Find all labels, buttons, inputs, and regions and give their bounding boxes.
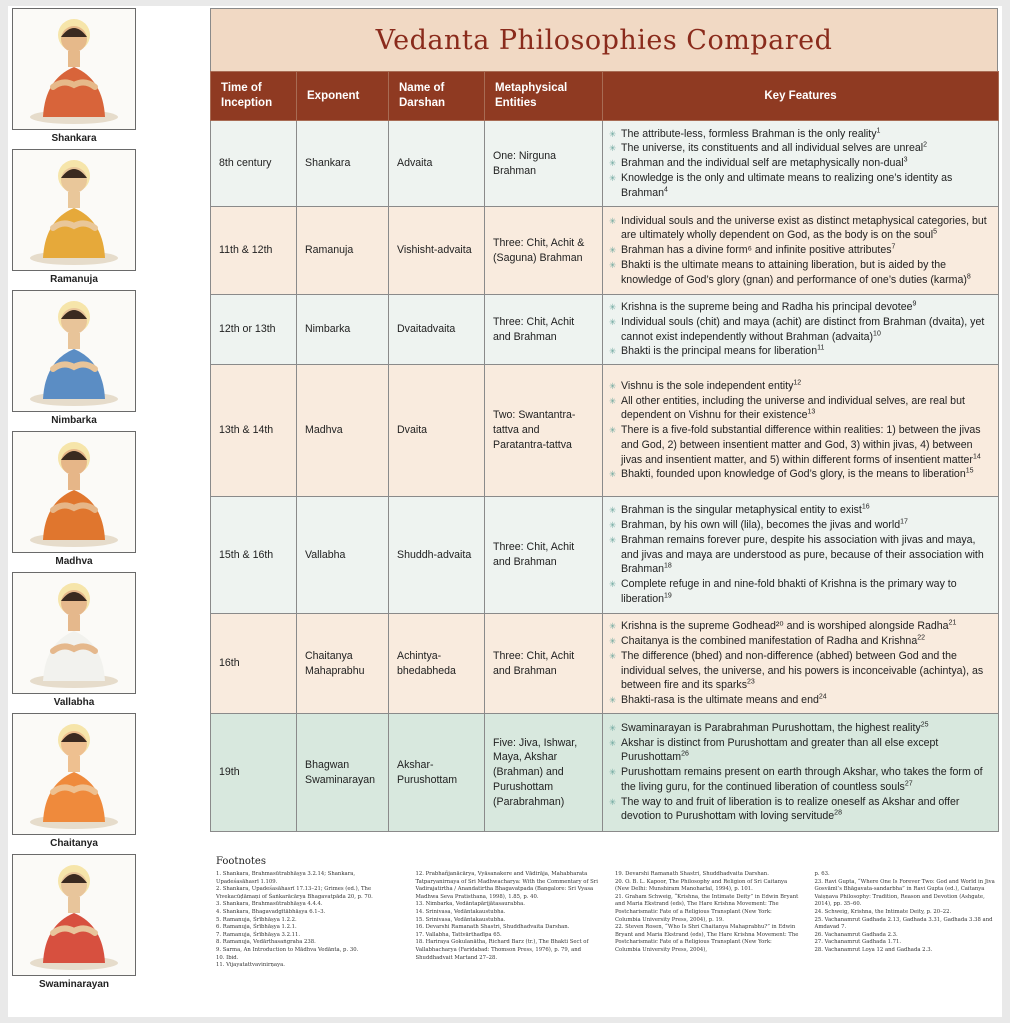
footnote-entry: 3. Shankara, Brahmasūtrabhāṣya 4.4.4. <box>216 901 323 908</box>
cell-exponent: Chaitanya Mahaprabhu <box>297 614 389 714</box>
footnote-ref[interactable]: 14 <box>972 453 981 461</box>
footnotes <box>216 856 998 970</box>
saint-figure-icon <box>13 573 135 693</box>
feature-item: ✳ Brahman and the individual self are metaphysically non-dual$^3$ <box>609 156 992 171</box>
cell-time: 11th & 12th <box>211 207 297 295</box>
feature-item: ✳ All other entities, including the universe and individual selves, are real but dependent on Vishnu for their existence$^{13}$ <box>609 394 992 424</box>
portrait-shankara <box>8 8 140 144</box>
saint-figure-icon <box>13 9 135 129</box>
cell-key-features <box>603 365 999 497</box>
feature-item: ✳ Krishna is the supreme Godhead²⁰ and is worshiped alongside Radha$^{21}$ <box>609 619 992 634</box>
footnote-ref[interactable]: 12 <box>793 379 802 387</box>
feature-item: ✳ Krishna is the supreme being and Radha his principal devotee$^9$ <box>609 300 992 315</box>
footnote-ref[interactable]: 13 <box>807 408 816 416</box>
footnote-entry: 6. Ramanuja, Śrībhāṣya 1.2.1. <box>216 924 297 931</box>
portrait-frame <box>12 149 136 271</box>
feature-item: ✳ There is a five-fold substantial difference within realities: 1) between the jivas and God, 2) between insentient matter and God, 3) within jivas, 4) between jivas and insentient matter, and 5) within different forms of insentient matter$^{14}$ <box>609 423 992 467</box>
footnote-entry: 5. Ramanuja, Śrībhāṣya 1.2.2. <box>216 916 297 923</box>
feature-item: ✳ Brahman, by his own will (lila), becomes the jivas and world$^{17}$ <box>609 518 992 533</box>
footnote-entry: 11. Vijayatattvavinirṇaya. <box>216 962 285 969</box>
feature-item: ✳ Swaminarayan is Parabrahman Purushottam, the highest reality$^{25}$ <box>609 721 992 736</box>
cell-darshan: Dvaita <box>389 365 485 497</box>
footnote-ref[interactable]: 15 <box>965 467 974 475</box>
footnote-ref[interactable]: 7 <box>891 243 896 251</box>
feature-item: ✳ Brahman has a divine form⁶ and infinite positive attributes$^7$ <box>609 243 992 258</box>
footnote-ref[interactable]: 28 <box>834 809 842 817</box>
cell-key-features <box>603 295 999 365</box>
portrait-name: Swaminarayan <box>38 979 110 990</box>
portrait-chaitanya <box>8 713 140 849</box>
footnote-ref[interactable]: 3 <box>903 156 908 164</box>
cell-time: 13th & 14th <box>211 365 297 497</box>
footnote-entry: 2. Shankara, Upadeśasāhasrī 17.13–21; Grimes (ed.), The Vivekacūḍāmaṇi of Śaṅkarācārya Bhagavatpāda 20, p. 70. <box>216 886 373 900</box>
feature-item: ✳ The difference (bhed) and non-difference (abhed) between God and the individual selves, the universe, and his powers is inconceivable (achintya), as between fire and its sparks$^{23}$ <box>609 649 992 693</box>
feature-item: ✳ Purushottam remains present on earth through Akshar, who takes the form of the living guru, for the continued liberation of countless souls$^{27}$ <box>609 765 992 795</box>
footnote-entry: 26. Vachanamrut Gadhada 2.3. <box>814 931 898 938</box>
footnote-entry: 10. Ibid. <box>216 954 239 961</box>
saint-figure-icon <box>13 432 135 552</box>
table-header-row <box>211 72 999 121</box>
cell-time: 12th or 13th <box>211 295 297 365</box>
table-row <box>211 207 999 295</box>
footnote-entry: 25. Vachanamrut Gadhada 2.13, Gadhada 3.31, Gadhada 3.38 and Amdavad 7. <box>814 916 993 931</box>
footnotes-title: Footnotes <box>216 856 266 867</box>
cell-time: 8th century <box>211 121 297 207</box>
feature-item: ✳ The universe, its constituents and all individual selves are unreal$^2$ <box>609 141 992 156</box>
footnote-entry: 19. Devarshi Ramanath Shastri, Shuddhadvaita Darshan. <box>615 871 769 877</box>
portrait-ramanuja <box>8 149 140 285</box>
feature-item: ✳ Bhakti is the principal means for liberation$^{11}$ <box>609 344 992 359</box>
portrait-swaminarayan <box>8 854 140 990</box>
footnote-ref[interactable]: 25 <box>920 721 929 729</box>
feature-item: ✳ Bhakti is the ultimate means to attaining liberation, but is aided by the knowledge of God’s glory (gnan) and performance of one’s duties (karma)$^8$ <box>609 258 992 288</box>
feature-item: ✳ Knowledge is the only and ultimate means to realizing one’s identity as Brahman$^4$ <box>609 171 992 201</box>
feature-item: ✳ Complete refuge in and nine-fold bhakti of Krishna is the primary way to liberation$^{19}$ <box>609 577 992 607</box>
cell-darshan: Advaita <box>389 121 485 207</box>
cell-time: 16th <box>211 614 297 714</box>
feature-item: ✳ Individual souls (chit) and maya (achit) are distinct from Brahman (dvaita), yet cannot exist independently without Brahman (advaita)$^{10}$ <box>609 315 992 345</box>
footnote-entry: 27. Vachanamrut Gadhada 1.71. <box>814 939 902 946</box>
table-row <box>211 497 999 614</box>
footnote-ref[interactable]: 10 <box>873 329 881 337</box>
footnote-column <box>216 871 400 970</box>
cell-entities: Three: Chit, Achit and Brahman <box>485 497 603 614</box>
cell-darshan: Dvaitadvaita <box>389 295 485 365</box>
page-title: Vedanta Philosophies Compared <box>375 25 833 56</box>
title-bar <box>210 8 998 71</box>
header-key-features: Key Features <box>603 72 999 121</box>
footnote-entry: 21. Graham Schweig, “Krishna, the Intimate Deity” in Edwin Bryant and Maria Ekstrand (eds), The Hare Krishna Movement: The Postcharismatic Fate of a Religious Transplant (New York: Columbia University Press, 2004), p. 19. <box>615 893 799 923</box>
footnote-column <box>615 871 799 970</box>
cell-entities: Three: Chit, Achit and Brahman <box>485 295 603 365</box>
footnote-ref[interactable]: 8 <box>966 273 971 281</box>
cell-exponent: Shankara <box>297 121 389 207</box>
cell-entities: Three: Chit, Achit and Brahman <box>485 614 603 714</box>
footnote-entry: 17. Vallabha, Tattvārthadīpa 65. <box>415 931 502 938</box>
footnote-ref[interactable]: 2 <box>923 141 927 149</box>
footnote-ref[interactable]: 1 <box>876 126 881 134</box>
saint-figure-icon <box>13 714 135 834</box>
portrait-frame <box>12 8 136 130</box>
portrait-frame <box>12 713 136 835</box>
portrait-name: Nimbarka <box>51 415 97 426</box>
portrait-name: Ramanuja <box>50 274 98 285</box>
footnote-ref[interactable]: 11 <box>817 344 825 352</box>
cell-key-features <box>603 121 999 207</box>
comparison-table-panel <box>210 8 998 832</box>
cell-entities: Three: Chit, Achit & (Saguna) Brahman <box>485 207 603 295</box>
cell-time: 15th & 16th <box>211 497 297 614</box>
header-darshan: Name of Darshan <box>389 72 485 121</box>
cell-exponent: Madhva <box>297 365 389 497</box>
footnote-entry: 23. Ravi Gupta, “Where One Is Forever Two: God and World in Jiva Gosvāmī’s Bhāgavata-sandarbha” in Ravi Gupta (ed.), Caitanya Vaiṣṇava Philosophy: Tradition, Reason and Devotion (Ashgate, 2014), pp. 35–60. <box>814 878 995 908</box>
footnote-ref[interactable]: 5 <box>933 228 938 236</box>
footnote-column <box>416 871 600 970</box>
footnote-entry: 9. Sarma, An Introduction to Mādhva Vedānta, p. 30. <box>216 946 359 953</box>
feature-item: ✳ The way to and fruit of liberation is to realize oneself as Akshar and offer devotion to Purushottam with loving servitude$^{28}$ <box>609 795 992 825</box>
footnote-ref[interactable]: 4 <box>664 186 668 194</box>
comparison-table <box>210 71 999 832</box>
feature-item: ✳ Brahman is the singular metaphysical entity to exist$^{16}$ <box>609 503 992 518</box>
feature-item: ✳ Bhakti-rasa is the ultimate means and end$^{24}$ <box>609 693 992 708</box>
footnote-entry: p. 63. <box>814 871 830 877</box>
footnote-ref[interactable]: 26 <box>681 750 689 758</box>
header-exponent: Exponent <box>297 72 389 121</box>
cell-time: 19th <box>211 714 297 832</box>
footnote-ref[interactable]: 9 <box>912 300 917 308</box>
portrait-name: Shankara <box>51 133 97 144</box>
header-entities: Metaphysical Entities <box>485 72 603 121</box>
saint-figure-icon <box>13 855 135 975</box>
cell-darshan: Akshar-Purushottam <box>389 714 485 832</box>
cell-exponent: Ramanuja <box>297 207 389 295</box>
footnote-entry: 12. Prabhañjanācārya, Vyāsanakere and Vādirāja, Mahabharata Tatparyanirnaya of Sri Madhwacharya: With the Commentary of Sri Vadirajatirtha / Anandatirtha Bhagavatpada (Bangalore: Sri Vyasa Madhwa Seva Pratisthana, 1998), 1.85, p. 40. <box>415 871 598 900</box>
footnote-entry: 18. Hariraya Gokulanātha, Richard Barz (tr.), The Bhakti Sect of Vallabhacharya (Faridabad: Thomson Press, 1976), p. 79, and Shuddhadvait Martand 27–28. <box>415 939 589 961</box>
cell-darshan: Achintya-bhedabheda <box>389 614 485 714</box>
portrait-frame <box>12 290 136 412</box>
table-row <box>211 365 999 497</box>
portrait-vallabha <box>8 572 140 708</box>
cell-key-features <box>603 614 999 714</box>
footnote-entry: 13. Nimbarka, Vedāntapārijātasaurabha. <box>415 901 525 908</box>
footnote-entry: 4. Shankara, Bhagavadgītābhāṣya 6.1–3. <box>216 908 326 915</box>
portrait-frame <box>12 572 136 694</box>
footnote-ref[interactable]: 24 <box>818 693 827 701</box>
footnote-column <box>815 871 999 970</box>
portrait-frame <box>12 431 136 553</box>
footnote-ref[interactable]: 19 <box>664 592 672 600</box>
cell-entities: One: Nirguna Brahman <box>485 121 603 207</box>
portrait-frame <box>12 854 136 976</box>
footnote-ref[interactable]: 27 <box>904 780 913 788</box>
footnote-ref[interactable]: 17 <box>900 518 908 526</box>
header-time: Time of Inception <box>211 72 297 121</box>
footnote-entry: 7. Ramanuja, Śrībhāṣya 3.2.11. <box>216 931 301 938</box>
footnote-ref[interactable]: 16 <box>861 503 870 511</box>
footnote-entry: 22. Steven Rosen, “Who Is Shri Chaitanya Mahaprabhu?” in Edwin Bryant and Maria Ekstrand (eds), The Hare Krishna Movement: The Postcharismatic Fate of a Religious Transplant (New York: Columbia University Press, 2004), <box>615 924 799 953</box>
feature-item: ✳ The attribute-less, formless Brahman is the only reality$^1$ <box>609 127 992 142</box>
saint-figure-icon <box>13 150 135 270</box>
saint-figure-icon <box>13 291 135 411</box>
cell-darshan: Shuddh-advaita <box>389 497 485 614</box>
footnote-ref[interactable]: 18 <box>664 562 672 570</box>
footnotes-columns <box>216 871 998 970</box>
footnote-entry: 20. O. B. L. Kapoor, The Philosophy and Religion of Sri Caitanya (New Delhi: Munshiram Manoharlal, 1994), p. 101. <box>615 878 788 893</box>
portrait-name: Vallabha <box>53 697 95 708</box>
footnote-entry: 14. Srinivasa, Vedāntakaustubha. <box>415 908 506 915</box>
cell-key-features <box>603 497 999 614</box>
footnote-ref[interactable]: 21 <box>948 619 957 627</box>
table-row <box>211 295 999 365</box>
cell-exponent: Bhagwan Swaminarayan <box>297 714 389 832</box>
table-row <box>211 121 999 207</box>
portrait-name: Madhva <box>55 556 93 567</box>
feature-item: ✳ Chaitanya is the combined manifestation of Radha and Krishna$^{22}$ <box>609 634 992 649</box>
footnote-ref[interactable]: 22 <box>917 634 926 642</box>
footnote-entry: 8. Ramanuja, Vedārthasaṅgraha 238. <box>216 939 316 946</box>
footnote-entry: 28. Vachanamrut Loya 12 and Gadhada 2.3. <box>814 946 933 953</box>
table-row <box>211 614 999 714</box>
feature-item: ✳ Vishnu is the sole independent entity$^{12}$ <box>609 379 992 394</box>
footnote-ref[interactable]: 23 <box>747 678 755 686</box>
cell-entities: Two: Swantantra-tattva and Paratantra-tattva <box>485 365 603 497</box>
cell-entities: Five: Jiva, Ishwar, Maya, Akshar (Brahman) and Purushottam (Parabrahman) <box>485 714 603 832</box>
footnote-entry: 24. Schweig, Krishna, the Intimate Deity, p. 20–22. <box>814 908 952 915</box>
cell-darshan: Vishisht-advaita <box>389 207 485 295</box>
feature-item: ✳ Akshar is distinct from Purushottam and greater than all else except Purushottam$^{26}$ <box>609 736 992 766</box>
feature-item: ✳ Brahman remains forever pure, despite his association with jivas and maya, and jivas and maya are understood as pure, because of their association with Brahman$^{18}$ <box>609 533 992 577</box>
footnote-entry: 16. Devarshi Ramanath Shastri, Shuddhadvaita Darshan. <box>415 924 570 931</box>
portrait-madhva <box>8 431 140 567</box>
cell-key-features <box>603 714 999 832</box>
portrait-nimbarka <box>8 290 140 426</box>
footnote-entry: 1. Shankara, Brahmasūtrabhāṣya 3.2.14; Shankara, Upadeśasāhasrī 1.109. <box>216 871 356 885</box>
feature-item: ✳ Individual souls and the universe exist as distinct metaphysical categories, but are ultimately wholly dependent on God, as the body is on the soul$^5$ <box>609 214 992 244</box>
feature-item: ✳ Bhakti, founded upon knowledge of God’s glory, is the means to liberation$^{15}$ <box>609 467 992 482</box>
cell-exponent: Vallabha <box>297 497 389 614</box>
footnote-entry: 15. Srinivasa, Vedāntakaustubha. <box>415 916 506 923</box>
portrait-name: Chaitanya <box>50 838 98 849</box>
table-row <box>211 714 999 832</box>
cell-exponent: Nimbarka <box>297 295 389 365</box>
cell-key-features <box>603 207 999 295</box>
